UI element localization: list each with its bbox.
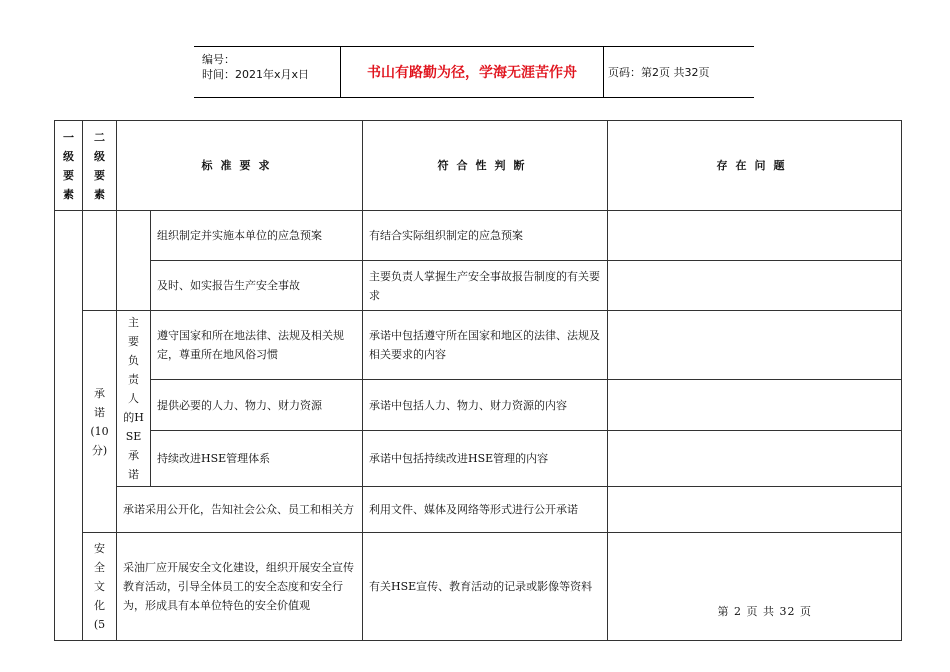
table-header-row <box>55 121 902 211</box>
document-header <box>194 46 754 98</box>
level1-cell <box>55 211 83 641</box>
table-row <box>55 431 902 487</box>
header-compliance: 符合性判断 <box>363 121 608 211</box>
header-motto-cell <box>340 47 604 97</box>
compliance-cell: 有结合实际组织制定的应急预案 <box>363 211 608 261</box>
standard-cell: 组织制定并实施本单位的应急预案 <box>151 211 363 261</box>
table-row <box>55 533 902 641</box>
issue-cell <box>608 379 902 430</box>
issue-cell <box>608 261 902 311</box>
safety-culture-label: 安全文化(5 <box>83 533 117 641</box>
compliance-cell: 利用文件、媒体及网络等形式进行公开承诺 <box>363 487 608 533</box>
issue-cell <box>608 211 902 261</box>
motto-text: 书山有路勤为径，学海无涯苦作舟 <box>367 65 577 81</box>
document-number-label: 编号： <box>202 53 235 66</box>
header-issues: 存在问题 <box>608 121 902 211</box>
sub-cell-empty <box>117 211 151 311</box>
header-page-cell <box>604 47 758 97</box>
level2-cell-empty <box>83 211 117 311</box>
compliance-cell: 主要负责人掌握生产安全事故报告制度的有关要求 <box>363 261 608 311</box>
header-level2: 二级要素 <box>83 121 117 211</box>
issue-cell <box>608 431 902 487</box>
compliance-cell: 有关HSE宣传、教育活动的记录或影像等资料 <box>363 533 608 641</box>
page-footer: 第 2 页 共 32 页 <box>717 605 812 618</box>
table-row <box>55 379 902 430</box>
standard-cell: 承诺采用公开化，告知社会公众、员工和相关方 <box>117 487 363 533</box>
header-page-info: 页码：第2页 共32页 <box>608 66 710 79</box>
compliance-cell: 承诺中包括遵守所在国家和地区的法律、法规及相关要求的内容 <box>363 311 608 380</box>
hse-assessment-table <box>54 120 902 641</box>
table-row <box>55 487 902 533</box>
issue-cell <box>608 533 902 641</box>
standard-cell: 提供必要的人力、物力、财力资源 <box>151 379 363 430</box>
header-meta <box>194 47 340 97</box>
commitment-label: 承诺(10分) <box>83 311 117 533</box>
header-standard: 标准要求 <box>117 121 363 211</box>
standard-cell: 采油厂应开展安全文化建设，组织开展安全宣传教育活动，引导全体员工的安全态度和安全行为，形成具有本单位特色的安全价值观 <box>117 533 363 641</box>
table-row <box>55 211 902 261</box>
header-level1: 一级要素 <box>55 121 83 211</box>
issue-cell <box>608 311 902 380</box>
document-time-label: 时间：2021年x月x日 <box>202 68 310 81</box>
issue-cell <box>608 487 902 533</box>
standard-cell: 及时、如实报告生产安全事故 <box>151 261 363 311</box>
standard-cell: 持续改进HSE管理体系 <box>151 431 363 487</box>
compliance-cell: 承诺中包括人力、物力、财力资源的内容 <box>363 379 608 430</box>
standard-cell: 遵守国家和所在地法律、法规及相关规定，尊重所在地风俗习惯 <box>151 311 363 380</box>
table-row <box>55 261 902 311</box>
compliance-cell: 承诺中包括持续改进HSE管理的内容 <box>363 431 608 487</box>
leader-commitment-label: 主要负责人的HSE承诺 <box>117 311 151 487</box>
table-row <box>55 311 902 380</box>
